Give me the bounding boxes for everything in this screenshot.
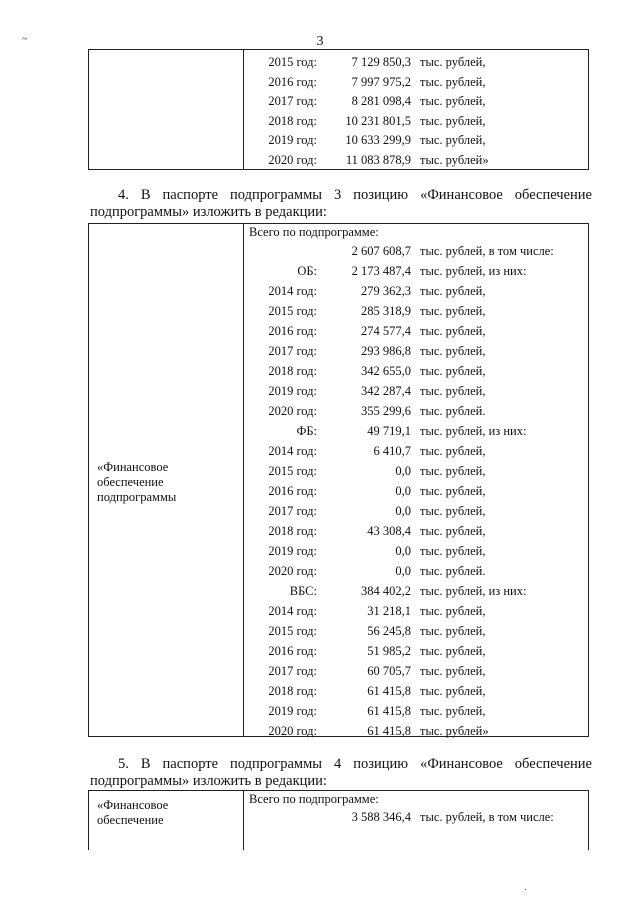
row-unit: тыс. рублей» <box>420 724 489 738</box>
table-row <box>89 324 589 340</box>
table-row <box>89 153 589 169</box>
row-value: 342 287,4 <box>361 384 411 398</box>
row-label: 2016 год: <box>268 324 317 338</box>
table-row <box>89 94 589 110</box>
row-label: 2017 год: <box>268 344 317 358</box>
table-row <box>89 584 589 600</box>
row-unit: тыс. рублей, <box>420 484 486 498</box>
row-unit: тыс. рублей, <box>420 684 486 698</box>
subprogram-4-financing-table <box>88 790 589 850</box>
table-row <box>89 114 589 130</box>
row-value: 2 173 487,4 <box>351 264 411 278</box>
table-row <box>89 684 589 700</box>
row-value: 8 281 098,4 <box>351 94 411 109</box>
total-header: Всего по подпрограмме: <box>249 792 379 806</box>
table-row <box>89 464 589 480</box>
table-row <box>89 524 589 540</box>
table-row <box>89 544 589 560</box>
row-value: 10 231 801,5 <box>345 113 411 128</box>
table-row <box>89 564 589 580</box>
row-label: 2017 год: <box>268 664 317 678</box>
row-label: 2015 год: <box>268 304 317 318</box>
table-row <box>89 364 589 380</box>
row-value: 61 415,8 <box>367 684 411 698</box>
row-value: 355 299,6 <box>361 404 411 418</box>
row-label: ВБС: <box>289 584 317 598</box>
position-label-line: обеспечение <box>97 813 164 827</box>
row-unit: тыс. рублей, <box>420 344 486 358</box>
row-value: 274 577,4 <box>361 324 411 338</box>
table-row <box>89 484 589 500</box>
row-value: 3 588 346,4 <box>351 810 411 824</box>
row-unit: тыс. рублей» <box>420 153 489 167</box>
row-unit: тыс. рублей, <box>420 133 486 148</box>
row-unit: тыс. рублей, в том числе: <box>420 244 554 258</box>
row-unit: тыс. рублей, из них: <box>420 424 527 438</box>
table-row <box>89 810 589 826</box>
row-label: 2018 год: <box>268 524 317 538</box>
row-value: 279 362,3 <box>361 284 411 298</box>
row-unit: тыс. рублей, <box>420 364 486 378</box>
position-label-line: «Финансовое <box>97 460 169 474</box>
row-label: ОБ: <box>297 264 317 278</box>
row-label: 2019 год: <box>268 384 317 398</box>
row-label: 2020 год: <box>268 724 317 738</box>
row-label: 2014 год: <box>268 604 317 618</box>
row-value: 0,0 <box>395 484 411 498</box>
row-label: 2017 год: <box>268 94 317 109</box>
section-5-line-1: 5. В паспорте подпрограммы 4 позицию «Финансовое обеспечение <box>118 756 592 772</box>
row-value: 7 129 850,3 <box>351 55 411 69</box>
row-unit: тыс. рублей, <box>420 74 486 89</box>
row-value: 0,0 <box>395 564 411 578</box>
position-label-line: обеспечение <box>97 475 164 489</box>
section-4-paragraph <box>90 187 592 221</box>
row-unit: тыс. рублей, из них: <box>420 584 527 598</box>
row-label: 2019 год: <box>268 133 317 148</box>
row-unit: тыс. рублей, <box>420 604 486 618</box>
table-row <box>89 75 589 91</box>
table-row <box>89 384 589 400</box>
row-value: 51 985,2 <box>367 644 411 658</box>
row-unit: тыс. рублей, <box>420 284 486 298</box>
row-unit: тыс. рублей, <box>420 384 486 398</box>
table-row <box>89 604 589 620</box>
row-value: 60 705,7 <box>367 664 411 678</box>
row-label: 2018 год: <box>268 113 317 128</box>
position-label-line: «Финансовое <box>97 798 169 812</box>
page-number: 3 <box>316 34 324 49</box>
table-row <box>89 724 589 740</box>
row-value: 2 607 608,7 <box>351 244 411 258</box>
row-label: ФБ: <box>296 424 317 438</box>
row-unit: тыс. рублей. <box>420 564 486 578</box>
row-unit: тыс. рублей, <box>420 444 486 458</box>
table-row <box>89 624 589 640</box>
section-4-line-2: подпрограммы» изложить в редакции: <box>90 204 327 220</box>
table-row <box>89 504 589 520</box>
row-value: 49 719,1 <box>367 424 411 438</box>
row-unit: тыс. рублей, в том числе: <box>420 810 554 824</box>
table-row <box>89 304 589 320</box>
scan-mark: · <box>524 885 528 896</box>
row-label: 2016 год: <box>268 644 317 658</box>
row-value: 61 415,8 <box>367 724 411 738</box>
table-row <box>89 644 589 660</box>
row-unit: тыс. рублей. <box>420 404 486 418</box>
row-value: 0,0 <box>395 464 411 478</box>
row-value: 384 402,2 <box>361 584 411 598</box>
section-4-line-1: 4. В паспорте подпрограммы 3 позицию «Финансовое обеспечение <box>118 187 592 203</box>
table-row <box>89 244 589 260</box>
table-row <box>89 444 589 460</box>
financing-table-continued <box>88 49 589 170</box>
table-row <box>89 133 589 149</box>
row-value: 0,0 <box>395 504 411 518</box>
table-row <box>89 344 589 360</box>
row-value: 0,0 <box>395 544 411 558</box>
row-value: 10 633 299,9 <box>345 133 411 148</box>
row-value: 293 986,8 <box>361 344 411 358</box>
row-label: 2014 год: <box>268 444 317 458</box>
row-unit: тыс. рублей, <box>420 304 486 318</box>
row-value: 7 997 975,2 <box>351 74 411 89</box>
total-header: Всего по подпрограмме: <box>249 225 379 239</box>
table-row <box>89 664 589 680</box>
row-label: 2020 год: <box>268 564 317 578</box>
table-row <box>89 264 589 280</box>
row-value: 6 410,7 <box>373 444 411 458</box>
row-label: 2019 год: <box>268 544 317 558</box>
row-unit: тыс. рублей, <box>420 464 486 478</box>
row-unit: тыс. рублей, <box>420 324 486 338</box>
row-unit: тыс. рублей, <box>420 113 486 128</box>
row-label: 2017 год: <box>268 504 317 518</box>
row-value: 43 308,4 <box>367 524 411 538</box>
table-row <box>89 704 589 720</box>
row-unit: тыс. рублей, <box>420 524 486 538</box>
row-value: 31 218,1 <box>367 604 411 618</box>
row-label: 2016 год: <box>268 74 317 89</box>
row-label: 2018 год: <box>268 684 317 698</box>
row-label: 2019 год: <box>268 704 317 718</box>
row-value: 342 655,0 <box>361 364 411 378</box>
row-label: 2015 год: <box>268 624 317 638</box>
row-label: 2016 год: <box>268 484 317 498</box>
table-row <box>89 424 589 440</box>
row-label: 2018 год: <box>268 364 317 378</box>
row-label: 2020 год: <box>268 153 317 167</box>
row-unit: тыс. рублей, <box>420 704 486 718</box>
row-unit: тыс. рублей, <box>420 624 486 638</box>
table-row <box>89 284 589 300</box>
row-value: 285 318,9 <box>361 304 411 318</box>
row-value: 11 083 878,9 <box>345 153 411 167</box>
row-label: 2015 год: <box>268 464 317 478</box>
position-label-line: подпрограммы <box>97 490 177 504</box>
row-unit: тыс. рублей, <box>420 544 486 558</box>
row-unit: тыс. рублей, <box>420 644 486 658</box>
subprogram-3-financing-table <box>88 223 589 737</box>
section-5-paragraph <box>90 756 592 790</box>
row-value: 61 415,8 <box>367 704 411 718</box>
row-unit: тыс. рублей, из них: <box>420 264 527 278</box>
table-row <box>89 55 589 71</box>
row-unit: тыс. рублей, <box>420 94 486 109</box>
row-unit: тыс. рублей, <box>420 55 486 69</box>
scan-mark: ~ <box>22 34 28 45</box>
row-value: 56 245,8 <box>367 624 411 638</box>
table-row <box>89 404 589 420</box>
row-label: 2020 год: <box>268 404 317 418</box>
row-label: 2015 год: <box>268 55 317 69</box>
row-unit: тыс. рублей, <box>420 664 486 678</box>
row-label: 2014 год: <box>268 284 317 298</box>
section-5-line-2: подпрограммы» изложить в редакции: <box>90 773 327 789</box>
row-unit: тыс. рублей, <box>420 504 486 518</box>
